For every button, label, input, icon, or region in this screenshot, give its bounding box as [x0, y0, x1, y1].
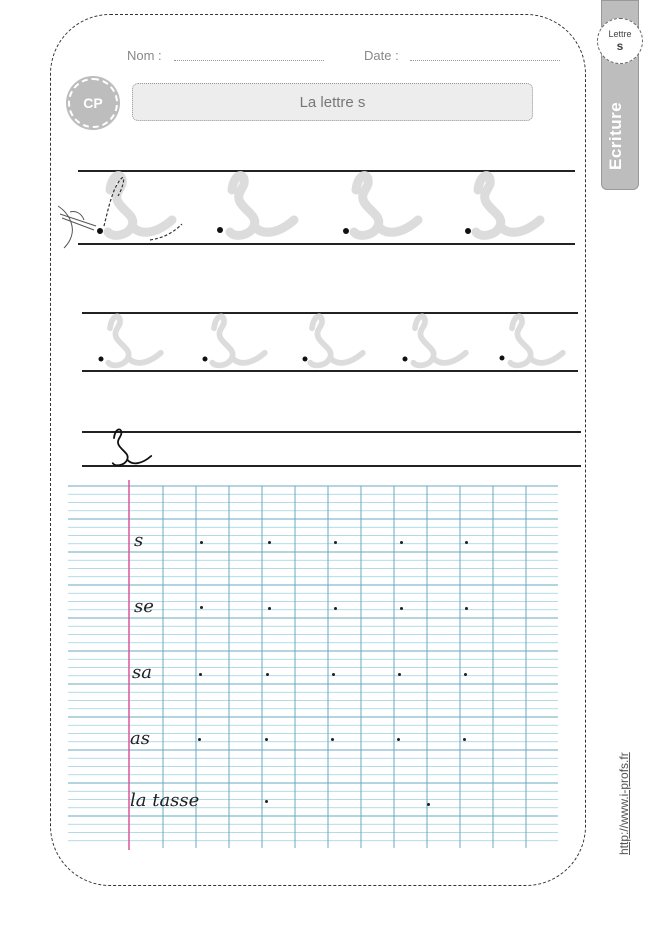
grid-word: s: [134, 530, 144, 551]
start-dot: [465, 541, 468, 544]
tab-circle-line2: s: [616, 39, 624, 53]
start-dot: [464, 673, 467, 676]
category-label: Ecriture: [606, 101, 625, 170]
start-dot: [397, 738, 400, 741]
start-dot: [334, 541, 337, 544]
start-dot: [200, 541, 203, 544]
start-dot: [465, 607, 468, 610]
start-dot: [198, 738, 201, 741]
start-dot: [199, 673, 202, 676]
start-dot: [265, 738, 268, 741]
start-dot: [331, 738, 334, 741]
start-dot: [268, 607, 271, 610]
start-dot: [265, 800, 268, 803]
start-dot: [334, 607, 337, 610]
tab-circle-line1: Lettre: [608, 29, 632, 39]
start-dot: [268, 541, 271, 544]
start-dot: [332, 673, 335, 676]
start-dot: [400, 607, 403, 610]
start-dot: [398, 673, 401, 676]
level-badge: CP: [68, 78, 118, 128]
start-dot: [266, 673, 269, 676]
grid-word: as: [130, 728, 150, 749]
page-title-text: La lettre s: [299, 93, 366, 111]
date-label: Date :: [364, 48, 399, 63]
grid-word: se: [134, 596, 154, 617]
grid-word: la tasse: [130, 790, 200, 811]
website-link[interactable]: http://www.i-profs.fr: [617, 752, 631, 855]
nom-label: Nom :: [127, 48, 162, 63]
start-dot: [463, 738, 466, 741]
start-dot: [200, 606, 203, 609]
grid-word: sa: [132, 662, 152, 683]
start-dot: [400, 541, 403, 544]
start-dot: [427, 803, 430, 806]
